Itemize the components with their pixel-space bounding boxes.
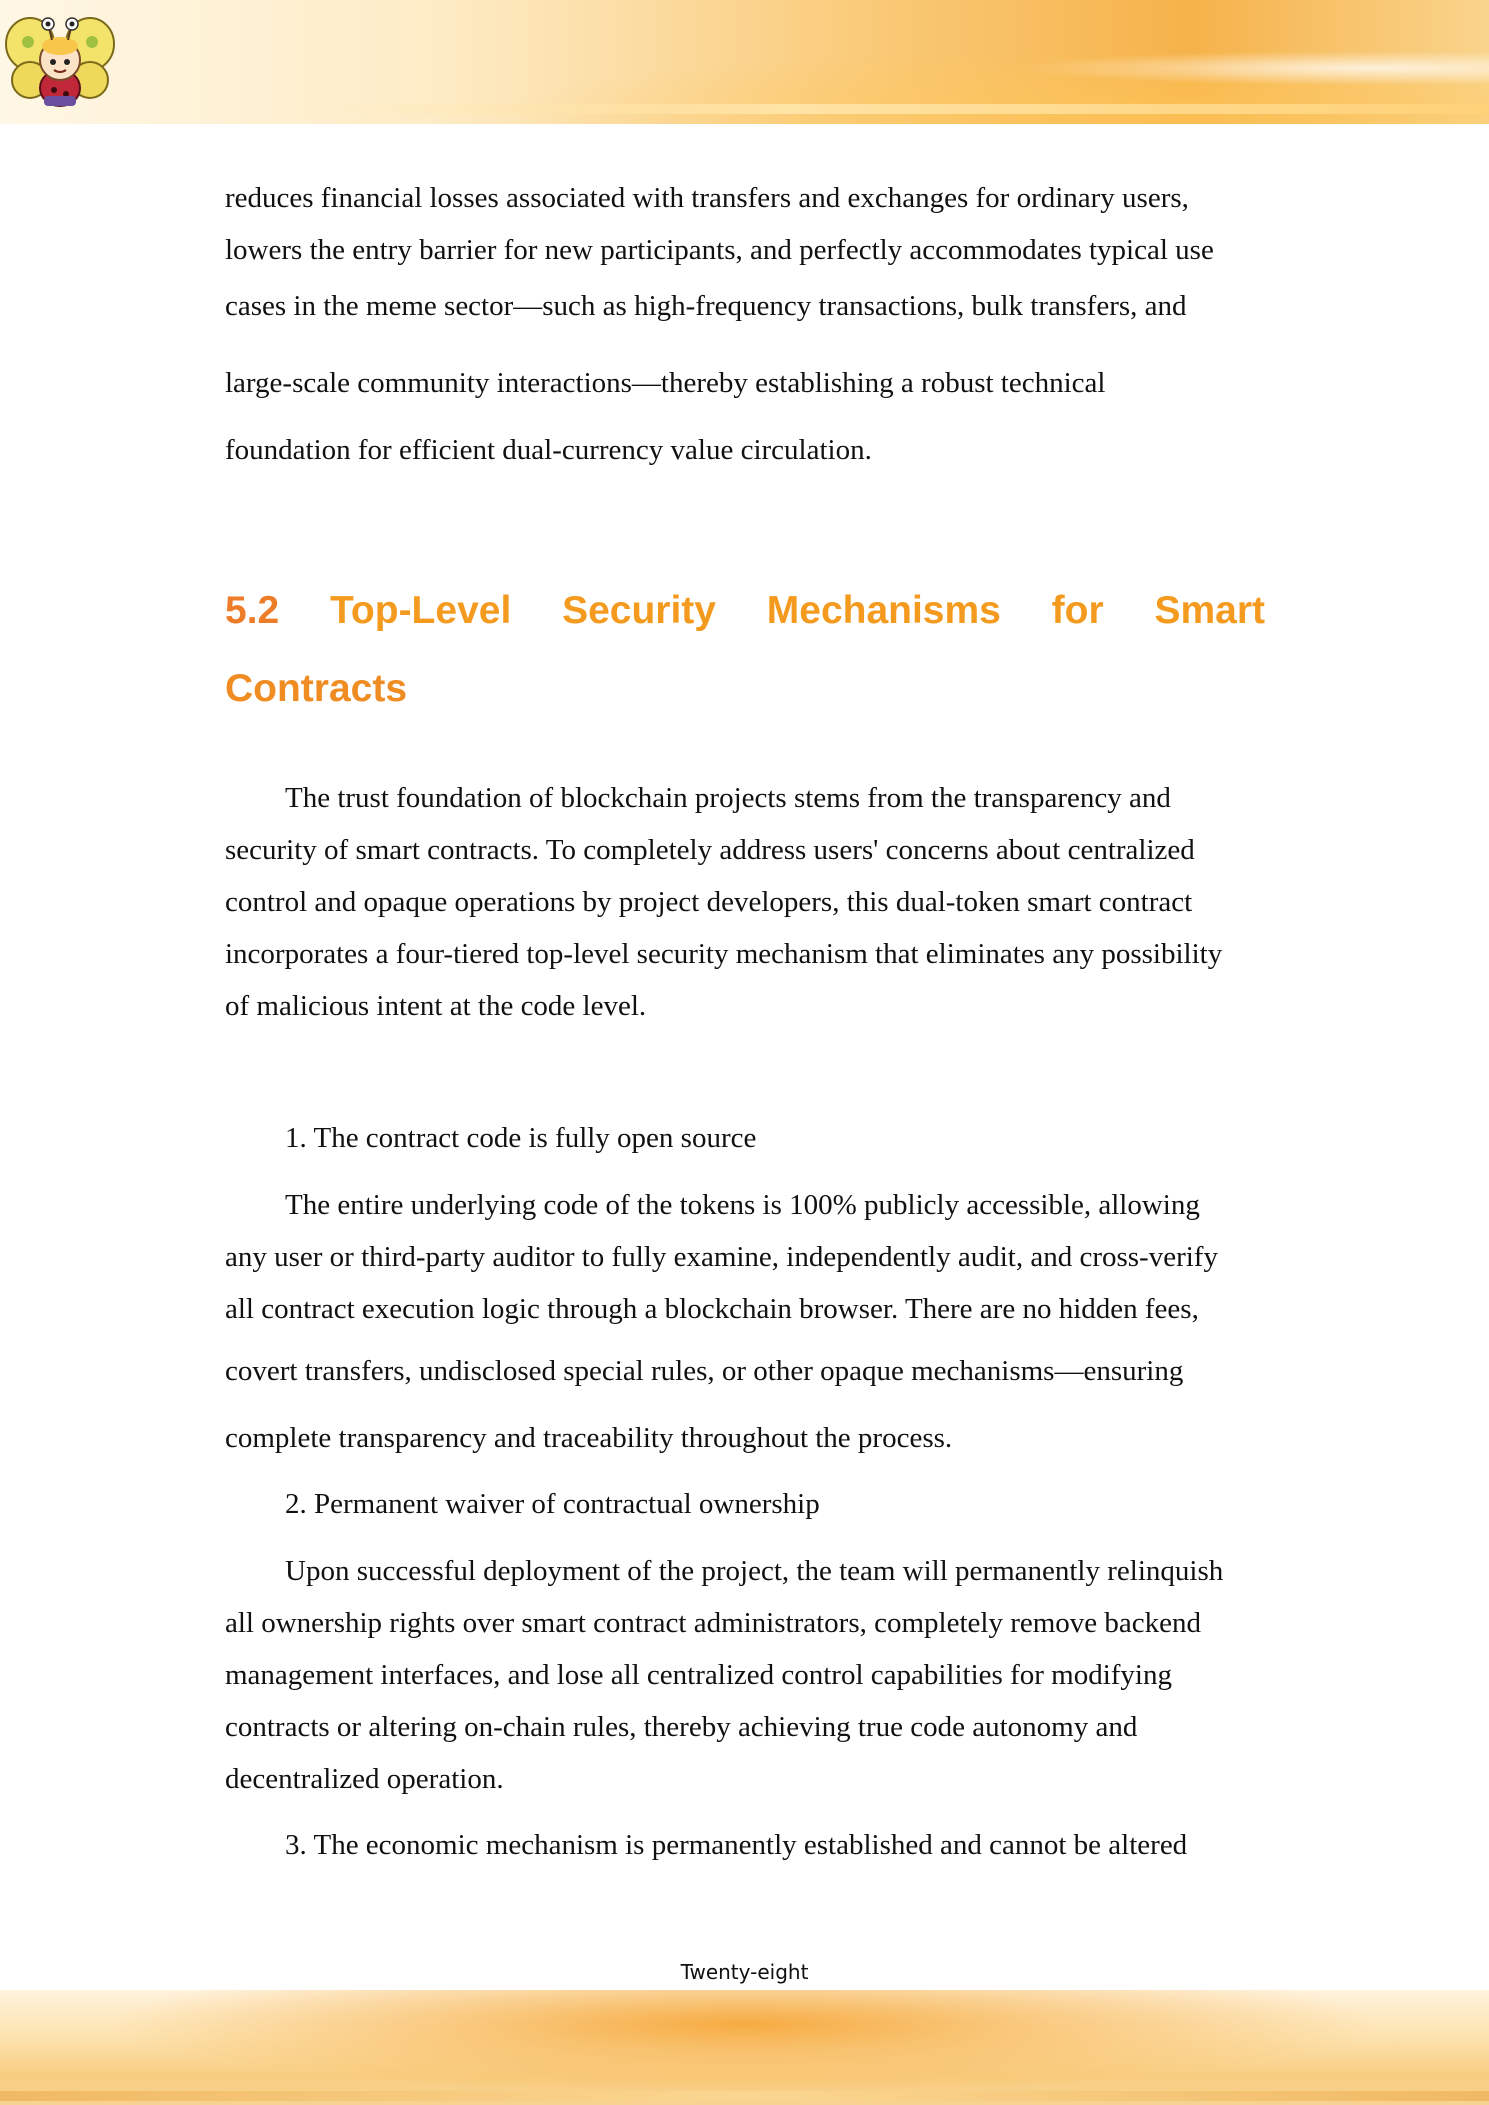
text-line: Upon successful deployment of the project, the team will permanently relinquish <box>285 1555 1224 1587</box>
section-heading-line2: Contracts <box>225 667 408 710</box>
text-line: incorporates a four-tiered top-level security mechanism that eliminates any possibility <box>225 938 1223 970</box>
trust-paragraph <box>225 772 1265 1032</box>
section-heading <box>225 572 1265 728</box>
header-light-streak <box>320 104 1489 114</box>
text-line: all ownership rights over smart contract administrators, completely remove backend <box>225 1607 1202 1639</box>
footer-banner <box>0 1990 1489 2105</box>
heading-word: Top-Level <box>330 589 512 632</box>
text-line: decentralized operation. <box>225 1763 504 1795</box>
text-line: large-scale community interactions—thereby establishing a robust technical <box>225 367 1106 399</box>
text-line: The trust foundation of blockchain projects stems from the transparency and <box>285 782 1171 814</box>
header-banner <box>0 0 1489 124</box>
item-3 <box>225 1819 1265 1871</box>
item-3-title: 3. The economic mechanism is permanently established and cannot be altered <box>285 1829 1188 1861</box>
butterfly-bee-mascot-icon <box>4 10 116 110</box>
intro-paragraph <box>225 172 1265 476</box>
text-line: of malicious intent at the code level. <box>225 990 647 1022</box>
text-line: all contract execution logic through a blockchain browser. There are no hidden fees, <box>225 1293 1199 1325</box>
heading-word: Security <box>562 589 716 632</box>
text-line: management interfaces, and lose all centralized control capabilities for modifying <box>225 1659 1172 1691</box>
text-line: control and opaque operations by project developers, this dual-token smart contract <box>225 886 1193 918</box>
section-number: 5.2 <box>225 589 280 632</box>
item-1 <box>225 1112 1265 1464</box>
text-line: contracts or altering on-chain rules, thereby achieving true code autonomy and <box>225 1711 1138 1743</box>
text-line: security of smart contracts. To completely address users' concerns about centralized <box>225 834 1195 866</box>
heading-word: for <box>1051 589 1104 632</box>
text-line: cases in the meme sector—such as high-frequency transactions, bulk transfers, and <box>225 290 1187 322</box>
text-line: foundation for efficient dual-currency value circulation. <box>225 434 872 466</box>
text-line: complete transparency and traceability throughout the process. <box>225 1422 953 1454</box>
text-line: any user or third-party auditor to fully examine, independently audit, and cross-verify <box>225 1241 1218 1273</box>
heading-word: Mechanisms <box>766 589 1001 632</box>
footer-decoration <box>0 2091 1489 2101</box>
item-2-title: 2. Permanent waiver of contractual ownership <box>285 1488 820 1520</box>
text-line: The entire underlying code of the tokens is 100% publicly accessible, allowing <box>285 1189 1200 1221</box>
section-heading-line1 <box>225 572 1265 650</box>
item-2 <box>225 1478 1265 1805</box>
heading-word: Smart <box>1154 589 1265 632</box>
text-line: lowers the entry barrier for new participants, and perfectly accommodates typical use <box>225 234 1214 266</box>
text-line: reduces financial losses associated with transfers and exchanges for ordinary users, <box>225 182 1189 214</box>
text-line: covert transfers, undisclosed special rules, or other opaque mechanisms—ensuring <box>225 1355 1184 1387</box>
item-1-title: 1. The contract code is fully open source <box>285 1122 757 1154</box>
page-number: Twenty-eight <box>680 1960 809 1984</box>
